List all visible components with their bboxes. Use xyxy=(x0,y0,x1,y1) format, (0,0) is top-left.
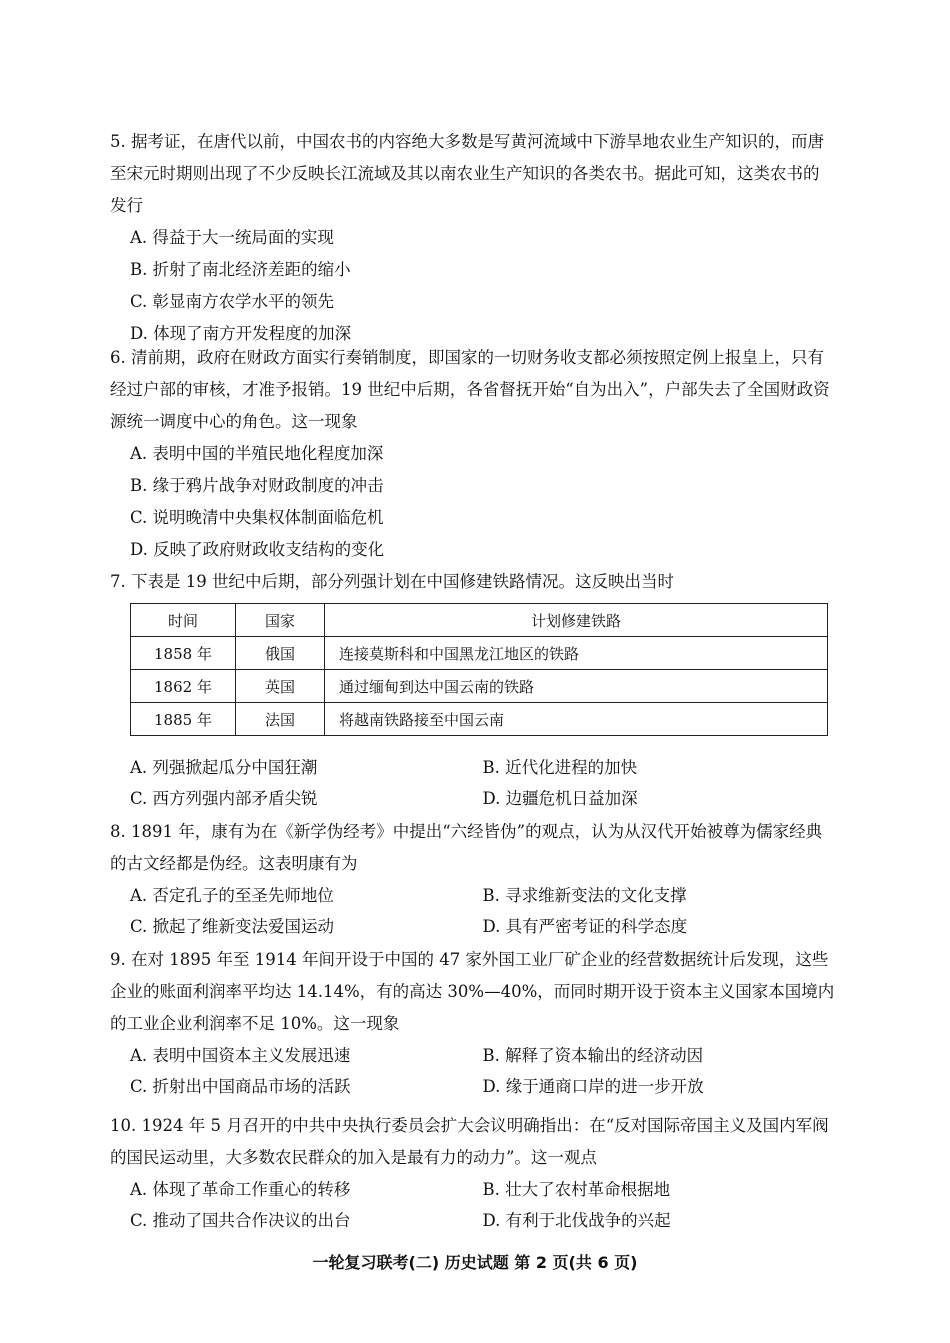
table-header: 计划修建铁路 xyxy=(325,604,828,637)
table-cell: 1858 年 xyxy=(131,637,236,670)
option-row xyxy=(110,1205,835,1236)
table-cell: 通过缅甸到达中国云南的铁路 xyxy=(325,670,828,703)
table-cell: 1862 年 xyxy=(131,670,236,703)
option-b: B. 壮大了农村革命根据地 xyxy=(482,1180,671,1199)
option-b: B. 近代化进程的加快 xyxy=(482,758,638,777)
question-stem: 10. 1924 年 5 月召开的中共中央执行委员会扩大会议明确指出：在“反对国际帝国主义及国内军阀的国民运动里，大多数农民群众的加入是最有力的动力”。这一观点 xyxy=(110,1116,829,1167)
option-a: A. 得益于大一统局面的实现 xyxy=(130,228,334,247)
table-row xyxy=(131,670,828,703)
option-b: B. 解释了资本输出的经济动因 xyxy=(482,1046,704,1065)
option-row xyxy=(110,783,835,814)
table-row xyxy=(131,703,828,736)
option-row xyxy=(110,911,835,942)
option-d: D. 体现了南方开发程度的加深 xyxy=(130,324,352,343)
question-7-options xyxy=(110,752,835,814)
table-header: 国家 xyxy=(236,604,325,637)
question-5 xyxy=(110,126,835,350)
table-cell: 将越南铁路接至中国云南 xyxy=(325,703,828,736)
option-row xyxy=(110,752,835,783)
question-stem: 6. 清前期，政府在财政方面实行奏销制度，即国家的一切财务收支都必须按照定例上报皇上，只有经过户部的审核，才准予报销。19 世纪中后期，各省督抚开始“自为出入”，户部失去了全国财政资源统一调度中心的角色。这一现象 xyxy=(110,348,830,431)
option-row xyxy=(110,1071,835,1102)
option-c: C. 说明晚清中央集权体制面临危机 xyxy=(130,508,384,527)
option-b: B. 寻求维新变法的文化支撑 xyxy=(482,886,687,905)
option-a: A. 体现了革命工作重心的转移 xyxy=(130,1180,351,1199)
option-d: D. 有利于北伐战争的兴起 xyxy=(482,1211,671,1230)
table-cell: 1885 年 xyxy=(131,703,236,736)
question-8 xyxy=(110,816,835,942)
option-b: B. 折射了南北经济差距的缩小 xyxy=(130,260,351,279)
table-cell: 英国 xyxy=(236,670,325,703)
option-d: D. 边疆危机日益加深 xyxy=(482,789,638,808)
table-cell: 俄国 xyxy=(236,637,325,670)
option-c: C. 折射出中国商品市场的活跃 xyxy=(130,1077,351,1096)
question-stem: 9. 在对 1895 年至 1914 年间开设于中国的 47 家外国工业厂矿企业的经营数据统计后发现，这些企业的账面利润率平均达 14.14%，有的高达 30%—40%，而同时期开设于资本主义国家本国境内的工业企业利润率不足 10%。这一现象 xyxy=(110,950,835,1033)
option-row xyxy=(110,1040,835,1071)
question-7 xyxy=(110,566,835,598)
option-c: C. 彰显南方农学水平的领先 xyxy=(130,292,335,311)
question-6 xyxy=(110,342,835,566)
option-a: A. 表明中国的半殖民地化程度加深 xyxy=(130,444,384,463)
page-footer: 一轮复习联考(二) 历史试题 第 2 页(共 6 页) xyxy=(312,1253,638,1272)
option-d: D. 缘于通商口岸的进一步开放 xyxy=(482,1077,704,1096)
option-row xyxy=(110,880,835,911)
option-d: D. 反映了政府财政收支结构的变化 xyxy=(130,540,385,559)
table-cell: 连接莫斯科和中国黑龙江地区的铁路 xyxy=(325,637,828,670)
railway-plan-table xyxy=(130,603,828,736)
question-9 xyxy=(110,944,835,1102)
question-stem: 8. 1891 年，康有为在《新学伪经考》中提出“六经皆伪”的观点，认为从汉代开始被尊为儒家经典的古文经都是伪经。这表明康有为 xyxy=(110,822,823,873)
option-c: C. 西方列强内部矛盾尖锐 xyxy=(130,789,318,808)
option-a: A. 表明中国资本主义发展迅速 xyxy=(130,1046,351,1065)
table-row xyxy=(131,637,828,670)
option-a: A. 否定孔子的至圣先师地位 xyxy=(130,886,334,905)
question-stem: 5. 据考证，在唐代以前，中国农书的内容绝大多数是写黄河流域中下游旱地农业生产知识的，而唐至宋元时期则出现了不少反映长江流域及其以南农业生产知识的各类农书。据此可知，这类农书的发行 xyxy=(110,132,824,215)
option-b: B. 缘于鸦片战争对财政制度的冲击 xyxy=(130,476,384,495)
question-10 xyxy=(110,1110,835,1236)
option-a: A. 列强掀起瓜分中国狂潮 xyxy=(130,758,318,777)
table-header: 时间 xyxy=(131,604,236,637)
table-header-row xyxy=(131,604,828,637)
table-cell: 法国 xyxy=(236,703,325,736)
option-c: C. 掀起了维新变法爱国运动 xyxy=(130,917,335,936)
option-c: C. 推动了国共合作决议的出台 xyxy=(130,1211,351,1230)
option-row xyxy=(110,1174,835,1205)
question-stem: 7. 下表是 19 世纪中后期，部分列强计划在中国修建铁路情况。这反映出当时 xyxy=(110,572,674,591)
option-d: D. 具有严密考证的科学态度 xyxy=(482,917,688,936)
